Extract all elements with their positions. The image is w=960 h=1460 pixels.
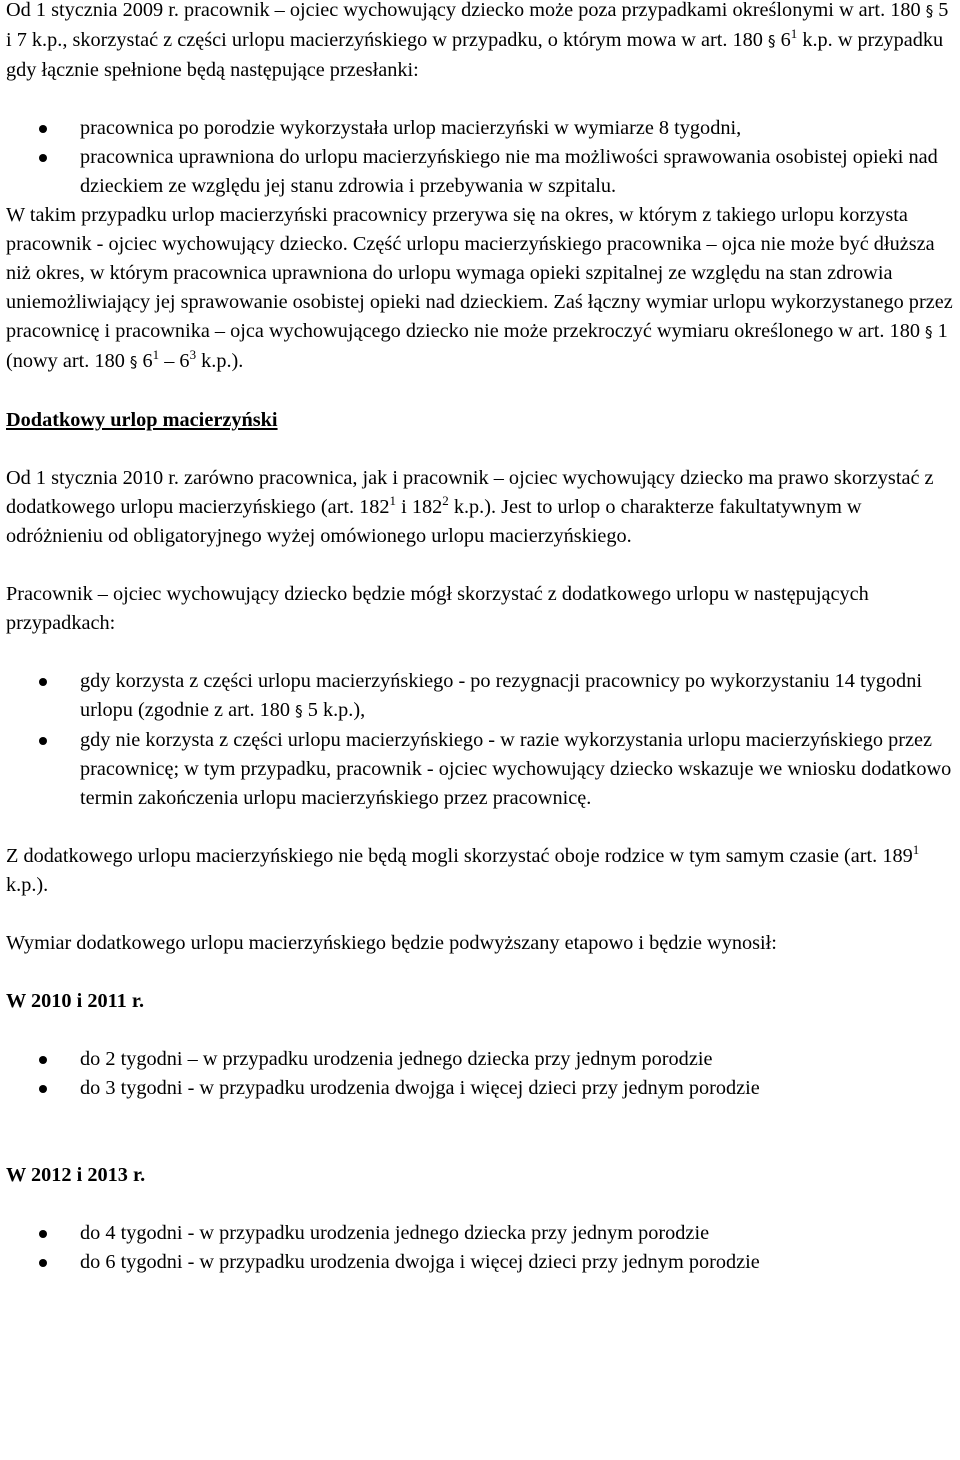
section-sign: §	[295, 702, 303, 720]
section-sign: §	[768, 32, 776, 50]
bullet-icon	[39, 737, 47, 745]
list-item: gdy nie korzysta z części urlopu macierzyńskiego - w razie wykorzystania urlopu macierzyńskiego przez pracownicę; w tym przypadku, pracownik - ojciec wychowujący dziecko wskazuje we wniosku dodatkowo termin zakończenia urlopu macierzyńskiego przez pracownicę.	[6, 726, 956, 813]
list-item: gdy korzysta z części urlopu macierzyńskiego - po rezygnacji pracownicy po wykorzystaniu 14 tygodni urlopu (zgodnie z art. 180 § 5 k.p.),	[6, 667, 956, 726]
intro-paragraph: Od 1 stycznia 2009 r. pracownik – ojciec wychowujący dziecko może poza przypadkami określonymi w art. 180 § 5 i 7 k.p., skorzystać z części urlopu macierzyńskiego w przypadku, o którym mowa w art. 180 § $6^1$ k.p. w przypadku gdy łącznie spełnione będą następujące przesłanki:	[6, 0, 949, 81]
period-2012-list	[6, 1219, 956, 1277]
paragraph-oboje-rodzice: Z dodatkowego urlopu macierzyńskiego nie będą mogli skorzystać oboje rodzice w tym samym czasie (art. $189^1$ k.p.).	[6, 842, 920, 896]
period-heading-2010: W 2010 i 2011 r.	[6, 990, 145, 1012]
period-heading-2012: W 2012 i 2013 r.	[6, 1164, 146, 1186]
bullet-icon	[39, 1230, 47, 1238]
bullet-icon	[39, 1056, 47, 1064]
bullet-icon	[39, 1085, 47, 1093]
list-item: do 6 tygodni - w przypadku urodzenia dwojga i więcej dzieci przy jednym porodzie	[6, 1248, 956, 1277]
list-item: pracownica po porodzie wykorzystała urlop macierzyński w wymiarze 8 tygodni,	[6, 114, 956, 143]
list-item: do 2 tygodni – w przypadku urodzenia jednego dziecka przy jednym porodzie	[6, 1045, 956, 1074]
section-sign: §	[925, 2, 934, 20]
list-item: do 4 tygodni - w przypadku urodzenia jednego dziecka przy jednym porodzie	[6, 1219, 956, 1248]
paragraph-takim-przypadku: W takim przypadku urlop macierzyński pracownicy przerywa się na okres, w którym z takiego urlopu korzysta pracownik - ojciec wychowujący dziecko. Część urlopu macierzyńskiego pracownika – ojca nie może być dłuższa niż okres, w którym pracownica uprawniona do urlopu wymaga opieki szpitalnej ze względu na stan zdrowia uniemożliwiający jej sprawowanie osobistej opieki nad dzieckiem. Zaś łączny wymiar urlopu wykorzystanego przez pracownicę i pracownika – ojca wychowującego dziecko nie może przekroczyć wymiaru określonego w art. 180 § 1 (nowy art. 180 § $6^1 - 6^3$ k.p.).	[6, 204, 953, 372]
section-sign: §	[925, 323, 933, 341]
list-item: pracownica uprawniona do urlopu macierzyńskiego nie ma możliwości sprawowania osobistej opieki nad dzieckiem ze względu jej stanu zdrowia i przebywania w szpitalu.	[6, 143, 956, 201]
section-heading: Dodatkowy urlop macierzyński	[6, 409, 278, 431]
bullet-icon	[39, 678, 47, 686]
period-2010-list	[6, 1045, 956, 1103]
paragraph-od-2010: Od 1 stycznia 2010 r. zarówno pracownica, jak i pracownik – ojciec wychowujący dziecko ma prawo skorzystać z dodatkowego urlopu macierzyńskiego (art. $182^1$ i $182^2$ k.p.). Jest to urlop o charakterze fakultatywnym w odróżnieniu od obligatoryjnego wyżej omówionego urlopu macierzyńskiego.	[6, 467, 934, 547]
bullet-icon	[39, 1259, 47, 1267]
bullet-icon	[39, 154, 47, 162]
document-page	[6, 0, 956, 1277]
cases-list	[6, 667, 956, 813]
bullet-icon	[39, 125, 47, 133]
section-sign: §	[129, 353, 138, 371]
paragraph-pracownik: Pracownik – ojciec wychowujący dziecko będzie mógł skorzystać z dodatkowego urlopu w następujących przypadkach:	[6, 583, 869, 634]
list-item: do 3 tygodni - w przypadku urodzenia dwojga i więcej dzieci przy jednym porodzie	[6, 1074, 956, 1103]
paragraph-wymiar: Wymiar dodatkowego urlopu macierzyńskiego będzie podwyższany etapowo i będzie wynosił:	[6, 932, 777, 954]
conditions-list	[6, 114, 956, 201]
